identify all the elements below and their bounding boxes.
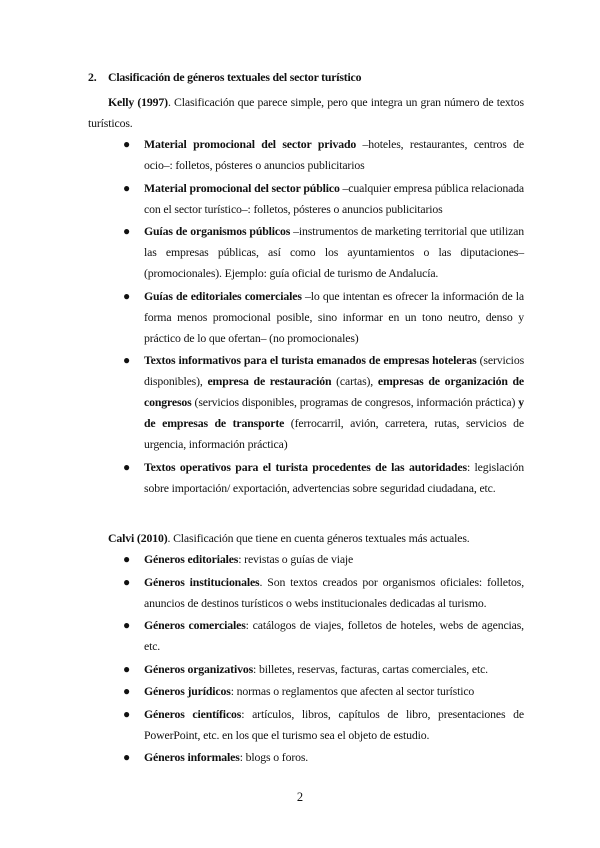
kelly-intro-paragraph — [88, 92, 524, 134]
item-description: : catálogos de viajes, folletos de hoteles, webs de agencias, etc. — [144, 618, 524, 653]
kelly-list — [0, 134, 524, 500]
list-item — [0, 659, 524, 680]
bullet-icon: ● — [123, 224, 131, 238]
calvi-author: Calvi (2010) — [108, 531, 168, 545]
item-term: Textos operativos para el turista procedentes de las autoridades — [144, 459, 467, 474]
list-item — [0, 134, 524, 176]
item-term: Géneros informales — [144, 750, 240, 764]
item-term: Géneros científicos — [144, 706, 242, 721]
item-description: –hoteles, restaurantes, centros de ocio–: folletos, pósteres o anuncios publicitarios — [144, 137, 524, 172]
bullet-icon: ● — [123, 661, 131, 676]
list-item — [0, 457, 524, 499]
page-number: 2 — [296, 790, 304, 804]
calvi-list — [0, 549, 524, 770]
item-term: Géneros institucionales — [144, 574, 260, 589]
list-item — [0, 221, 524, 284]
bullet-icon: ● — [123, 180, 131, 195]
list-item — [0, 286, 524, 349]
bullet-icon: ● — [123, 552, 131, 566]
list-item — [0, 178, 524, 220]
item-term: Guías de editoriales comerciales — [144, 288, 302, 303]
kelly-intro-text: . Clasificación que parece simple, pero que integra un gran número de textos turísticos. — [88, 95, 524, 130]
item-description: (cartas), — [331, 374, 378, 388]
list-item — [0, 747, 524, 768]
item-description: (servicios disponibles, programas de congresos, información práctica) — [191, 395, 519, 409]
list-item — [0, 572, 524, 614]
item-term: Textos informativos para el turista emanados de empresas hoteleras — [144, 353, 477, 367]
item-term: empresas de organización de congresos — [144, 374, 524, 409]
item-description: : legislación sobre importación/ exportación, advertencias sobre seguridad ciudadana, etc. — [144, 459, 524, 495]
bullet-icon: ● — [123, 353, 131, 367]
item-description: : blogs o foros. — [239, 750, 309, 764]
item-description: (ferrocarril, avión, carretera, rutas, servicios de urgencia, información práctica) — [144, 416, 524, 451]
item-term: Material promocional del sector público — [144, 180, 340, 195]
item-description: . Son textos creados por organismos oficiales: folletos, anuncios de destinos turísticos o webs institucionales dedicadas al turismo. — [144, 574, 525, 610]
item-term: Géneros organizativos — [144, 661, 254, 676]
item-description: : artículos, libros, capítulos de libro, presentaciones de PowerPoint, etc. en los que el turismo sea el objeto de estudio. — [144, 706, 524, 742]
section-title: Clasificación de géneros textuales del sector turístico — [108, 70, 362, 84]
item-description: : normas o reglamentos que afecten al sector turístico — [230, 684, 475, 698]
calvi-intro-paragraph — [88, 528, 524, 549]
item-term: Géneros comerciales — [144, 618, 246, 632]
list-item — [0, 681, 524, 702]
item-term: empresa de restauración — [207, 374, 332, 388]
calvi-intro-text: . Clasificación que tiene en cuenta géneros textuales más actuales. — [167, 531, 470, 545]
item-term: Guías de organismos públicos — [144, 224, 291, 238]
item-description: : billetes, reservas, facturas, cartas comerciales, etc. — [253, 661, 488, 676]
kelly-author: Kelly (1997) — [108, 95, 168, 109]
item-description: –instrumentos de marketing territorial que utilizan las empresas públicas, así como los ayuntamientos o las diputaciones– (promocionales). Ejemplo: guía oficial de turismo de Andalucía. — [144, 224, 524, 280]
bullet-icon: ● — [123, 459, 131, 474]
bullet-icon: ● — [123, 137, 131, 151]
bullet-icon: ● — [123, 574, 131, 589]
item-term: y de empresas de transporte — [144, 395, 524, 430]
list-item — [0, 615, 524, 657]
item-term: Géneros jurídicos — [144, 684, 231, 698]
item-description: : revistas o guías de viaje — [238, 552, 354, 566]
bullet-icon: ● — [123, 706, 131, 721]
list-item — [0, 549, 524, 570]
item-description: –lo que intentan es ofrecer la información de la forma menos promocional posible, sino informar en un tono neutro, denso y práctico de lo que ofertan– (no promocionales) — [144, 288, 524, 345]
section-number: 2. — [88, 70, 97, 84]
list-item — [0, 704, 524, 746]
bullet-icon: ● — [123, 684, 131, 698]
list-item — [0, 350, 524, 455]
bullet-icon: ● — [123, 750, 131, 764]
item-description: –cualquier empresa pública relacionada con el sector turístico–: folletos, pósteres o anuncios publicitarios — [144, 180, 524, 216]
item-term: Géneros editoriales — [144, 552, 239, 566]
section-heading — [88, 70, 361, 85]
item-description: (servicios disponibles), — [144, 353, 525, 388]
bullet-icon: ● — [123, 618, 131, 632]
bullet-icon: ● — [123, 288, 131, 303]
item-term: Material promocional del sector privado — [144, 137, 357, 151]
